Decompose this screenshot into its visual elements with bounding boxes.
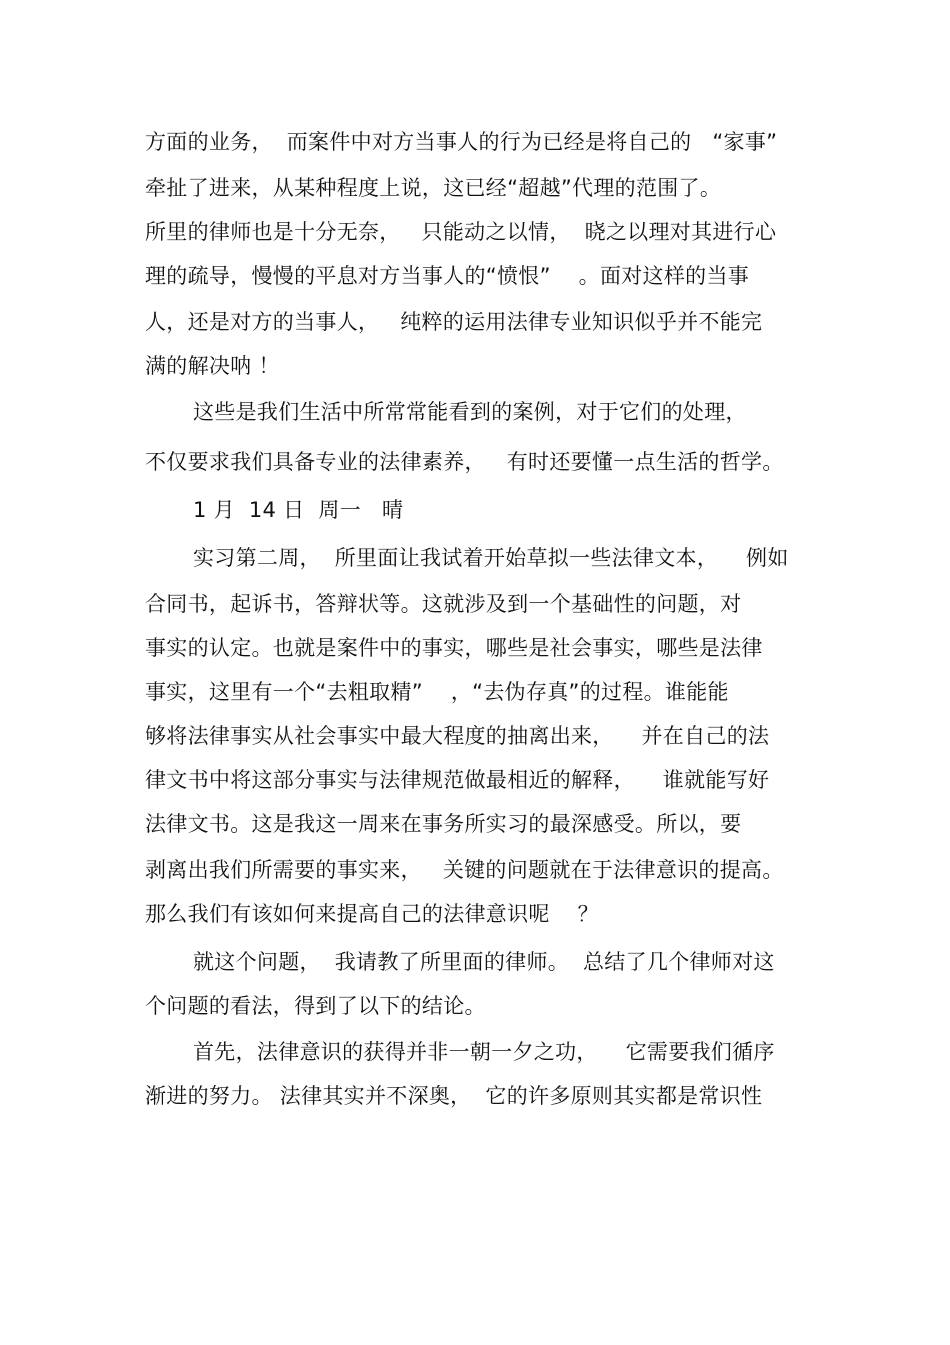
text-line: 那么我们有该如何来提高自己的法律意识呢 ？ xyxy=(145,902,599,926)
text-line: 理的疏导，慢慢的平息对方当事人的“愤恨” 。面对这样的当事 xyxy=(145,264,750,288)
text-line: 这些是我们生活中所常常能看到的案例，对于它们的处理， xyxy=(193,400,747,424)
text-line: 律文书中将这部分事实与法律规范做最相近的解释， 谁就能写好 xyxy=(145,768,770,792)
text-line: 人，还是对方的当事人， 纯粹的运用法律专业知识似乎并不能完 xyxy=(145,310,763,334)
text-line: 个问题的看法，得到了以下的结论。 xyxy=(145,994,486,1018)
text-line: 法律文书。这是我这一周来在事务所实习的最深感受。所以，要 xyxy=(145,812,742,836)
text-line: 渐进的努力。 法律其实并不深奥， 它的许多原则其实都是常识性 xyxy=(145,1084,763,1108)
text-line: 合同书，起诉书，答辩状等。这就涉及到一个基础性的问题，对 xyxy=(145,592,742,616)
text-line: 所里的律师也是十分无奈， 只能动之以情， 晓之以理对其进行心 xyxy=(145,220,777,244)
text-line: 够将法律事实从社会事实中最大程度的抽离出来， 并在自己的法 xyxy=(145,724,770,748)
text-line: 方面的业务， 而案件中对方当事人的行为已经是将自己的 “家事” xyxy=(145,130,778,154)
text-line: 事实，这里有一个“去粗取精” ，“去伪存真”的过程。谁能能 xyxy=(145,680,729,704)
text-line: 首先，法律意识的获得并非一朝一夕之功， 它需要我们循序 xyxy=(193,1040,775,1064)
text-line: 不仅要求我们具备专业的法律素养， 有时还要懂一点生活的哲学。 xyxy=(145,450,784,474)
text-line: 实习第二周， 所里面让我试着开始草拟一些法律文本， 例如 xyxy=(193,546,789,570)
text-line: 牵扯了进来，从某种程度上说，这已经“超越”代理的范围了。 xyxy=(145,176,722,200)
text-line: 就这个问题， 我请教了所里面的律师。 总结了几个律师对这 xyxy=(193,950,775,974)
text-line: 事实的认定。也就是案件中的事实，哪些是社会事实，哪些是法律 xyxy=(145,636,763,660)
text-line: 满的解决呐 ！ xyxy=(145,354,280,378)
date-heading: 1 月 14 日 周一 晴 xyxy=(193,498,404,522)
text-line: 剥离出我们所需要的事实来， 关键的问题就在于法律意识的提高。 xyxy=(145,858,784,882)
